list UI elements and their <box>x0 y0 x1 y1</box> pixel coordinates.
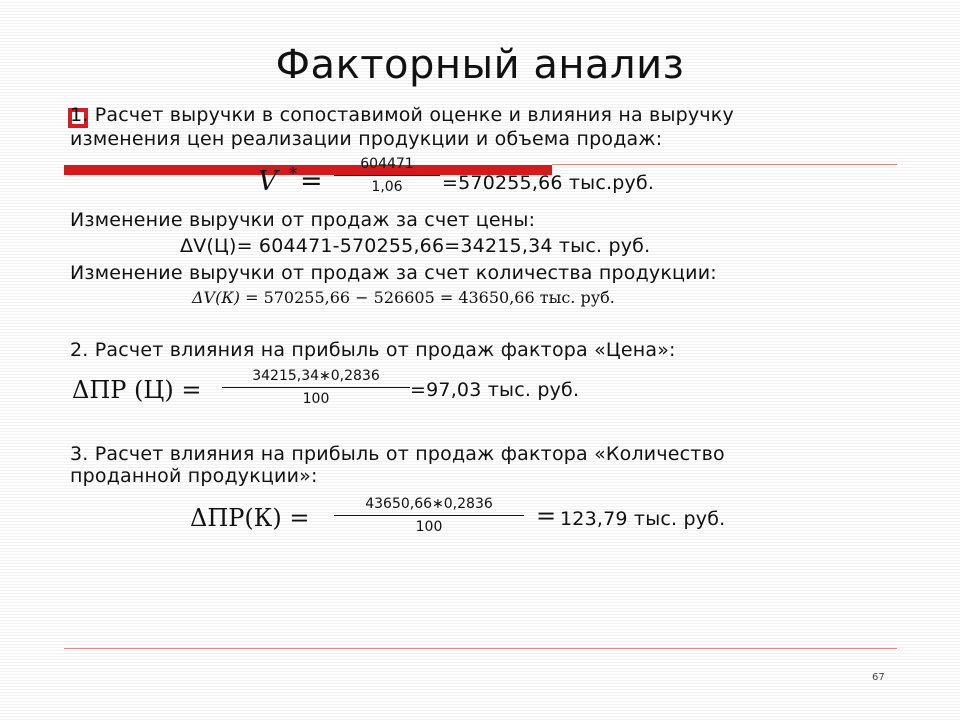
formula1-lhs: V <box>258 166 278 197</box>
formula1-fraction <box>334 156 440 195</box>
section1-line1: 1. Расчет выручки в сопоставимой оценке и влияния на выручку <box>70 104 734 126</box>
section2-fraction-bar <box>222 387 410 388</box>
qty-change-formula-lhs: ΔV(К) <box>192 288 240 307</box>
qty-change-heading: Изменение выручки от продаж за счет количества продукции: <box>70 262 717 284</box>
section3-line2: проданной продукции»: <box>70 465 318 487</box>
section2-fraction <box>222 368 410 407</box>
section2-denominator: 100 <box>302 391 330 407</box>
formula1-superscript: * <box>289 164 297 183</box>
divider-top <box>552 164 897 165</box>
formula1-equals: = <box>300 166 323 197</box>
page-number: 67 <box>872 672 885 683</box>
formula1-denominator: 1,06 <box>371 179 403 195</box>
price-change-heading: Изменение выручки от продаж за счет цены: <box>70 209 536 231</box>
section3-line1: 3. Расчет влияния на прибыль от продаж фактора «Количество <box>70 443 725 465</box>
qty-change-formula-rest: = 570255,66 − 526605 = 43650,66 тыс. руб. <box>239 288 615 307</box>
section2-lhs: ΔПР (Ц) = <box>72 376 202 404</box>
section3-equals: = <box>536 502 557 530</box>
slide-title: Факторный анализ <box>275 42 685 88</box>
qty-change-formula <box>192 288 615 307</box>
divider-bottom <box>64 648 897 649</box>
section2-heading: 2. Расчет влияния на прибыль от продаж фактора «Цена»: <box>70 339 676 361</box>
section3-result: 123,79 тыс. руб. <box>560 508 726 530</box>
price-change-formula: ΔV(Ц)= 604471-570255,66=34215,34 тыс. руб. <box>180 235 651 257</box>
section1-line2: изменения цен реализации продукции и объема продаж: <box>70 128 663 150</box>
section3-fraction <box>334 496 524 535</box>
section3-lhs: ΔПР(К) = <box>190 504 310 532</box>
section3-numerator: 43650,66∗0,2836 <box>365 496 493 512</box>
section2-numerator: 34215,34∗0,2836 <box>252 368 380 384</box>
section2-result: =97,03 тыс. руб. <box>410 379 580 401</box>
formula1-numerator: 604471 <box>360 156 414 172</box>
section3-denominator: 100 <box>415 519 443 535</box>
formula1-result: =570255,66 тыс.руб. <box>442 172 655 194</box>
formula1-fraction-bar <box>334 175 440 176</box>
section3-fraction-bar <box>334 515 524 516</box>
